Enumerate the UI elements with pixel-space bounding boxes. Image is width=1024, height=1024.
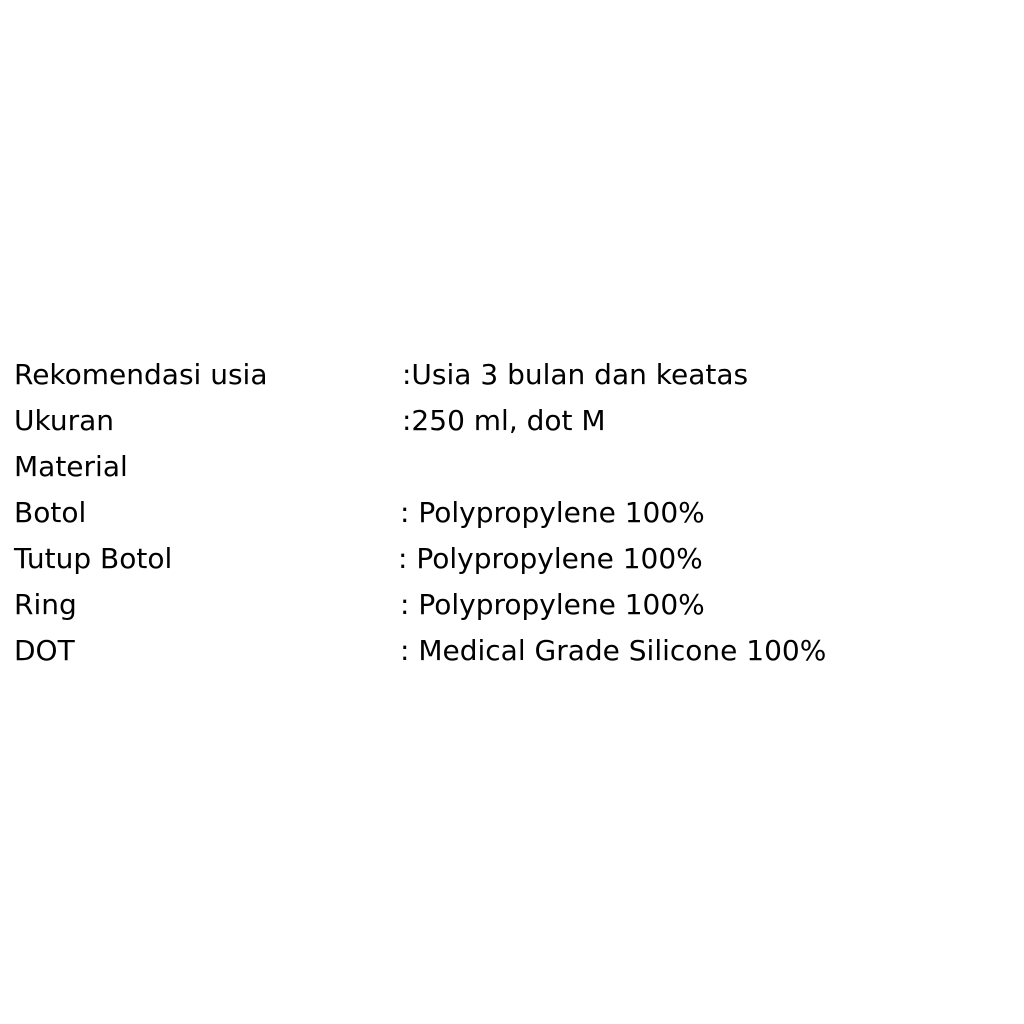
spec-value: : Medical Grade Silicone 100% xyxy=(400,634,827,667)
spec-table xyxy=(14,352,1014,674)
spec-row-ukuran xyxy=(14,398,1014,444)
spec-label: Tutup Botol xyxy=(14,542,173,575)
spec-row-rekomendasi-usia xyxy=(14,352,1014,398)
spec-row-ring xyxy=(14,582,1014,628)
spec-value: : Polypropylene 100% xyxy=(400,588,705,621)
spec-row-dot xyxy=(14,628,1014,674)
spec-label: DOT xyxy=(14,634,75,667)
spec-row-tutup-botol xyxy=(14,536,1014,582)
spec-label: Ukuran xyxy=(14,404,115,437)
spec-value: : Polypropylene 100% xyxy=(398,542,703,575)
spec-row-material xyxy=(14,444,1014,490)
spec-label: Material xyxy=(14,450,128,483)
spec-value: :Usia 3 bulan dan keatas xyxy=(402,358,749,391)
spec-label: Botol xyxy=(14,496,87,529)
spec-value: :250 ml, dot M xyxy=(402,404,606,437)
spec-label: Rekomendasi usia xyxy=(14,358,268,391)
spec-label: Ring xyxy=(14,588,77,621)
spec-value: : Polypropylene 100% xyxy=(400,496,705,529)
spec-row-botol xyxy=(14,490,1014,536)
